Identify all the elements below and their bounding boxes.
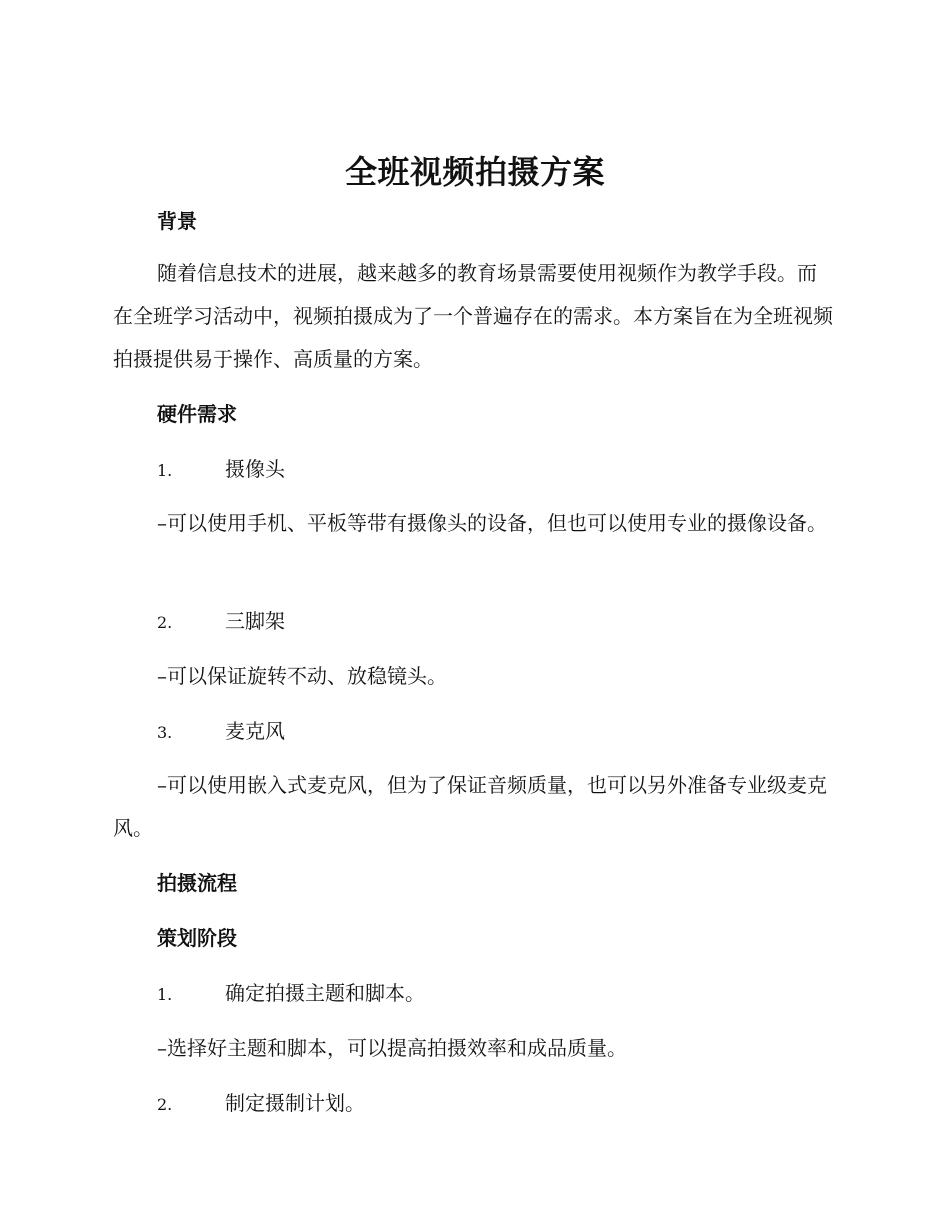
list-number: 1. xyxy=(157,985,173,1004)
list-label: 三脚架 xyxy=(225,609,285,633)
list-item xyxy=(157,1089,365,1119)
list-number: 2. xyxy=(157,613,173,632)
list-note: –可以使用手机、平板等带有摄像头的设备，但也可以使用专业的摄像设备。 xyxy=(157,511,827,535)
list-label: 麦克风 xyxy=(225,719,285,743)
list-item xyxy=(157,717,285,747)
list-note: –选择好主题和脚本，可以提高拍摄效率和成品质量。 xyxy=(157,1036,627,1060)
list-item xyxy=(157,607,285,637)
list-number: 2. xyxy=(157,1095,173,1114)
heading-background: 背景 xyxy=(157,209,197,233)
list-label: 制定摄制计划。 xyxy=(225,1091,365,1115)
subheading-planning: 策划阶段 xyxy=(157,926,237,950)
list-number: 3. xyxy=(157,723,173,742)
list-label: 确定拍摄主题和脚本。 xyxy=(225,981,425,1005)
list-note: –可以使用嵌入式麦克风，但为了保证音频质量，也可以另外准备专业级麦克风。 xyxy=(113,773,827,840)
list-note: –可以保证旋转不动、放稳镜头。 xyxy=(157,664,447,688)
list-number: 1. xyxy=(157,461,173,480)
document-title: 全班视频拍摄方案 xyxy=(344,153,605,191)
list-item xyxy=(157,979,425,1009)
background-paragraph: 随着信息技术的进展，越来越多的教育场景需要使用视频作为教学手段。而在全班学习活动中，视频拍摄成为了一个普遍存在的需求。本方案旨在为全班视频拍摄提供易于操作、高质量的方案。 xyxy=(113,261,833,371)
list-label: 摄像头 xyxy=(225,457,285,481)
heading-hardware: 硬件需求 xyxy=(157,402,237,426)
list-item xyxy=(157,455,285,485)
heading-process: 拍摄流程 xyxy=(157,871,237,895)
